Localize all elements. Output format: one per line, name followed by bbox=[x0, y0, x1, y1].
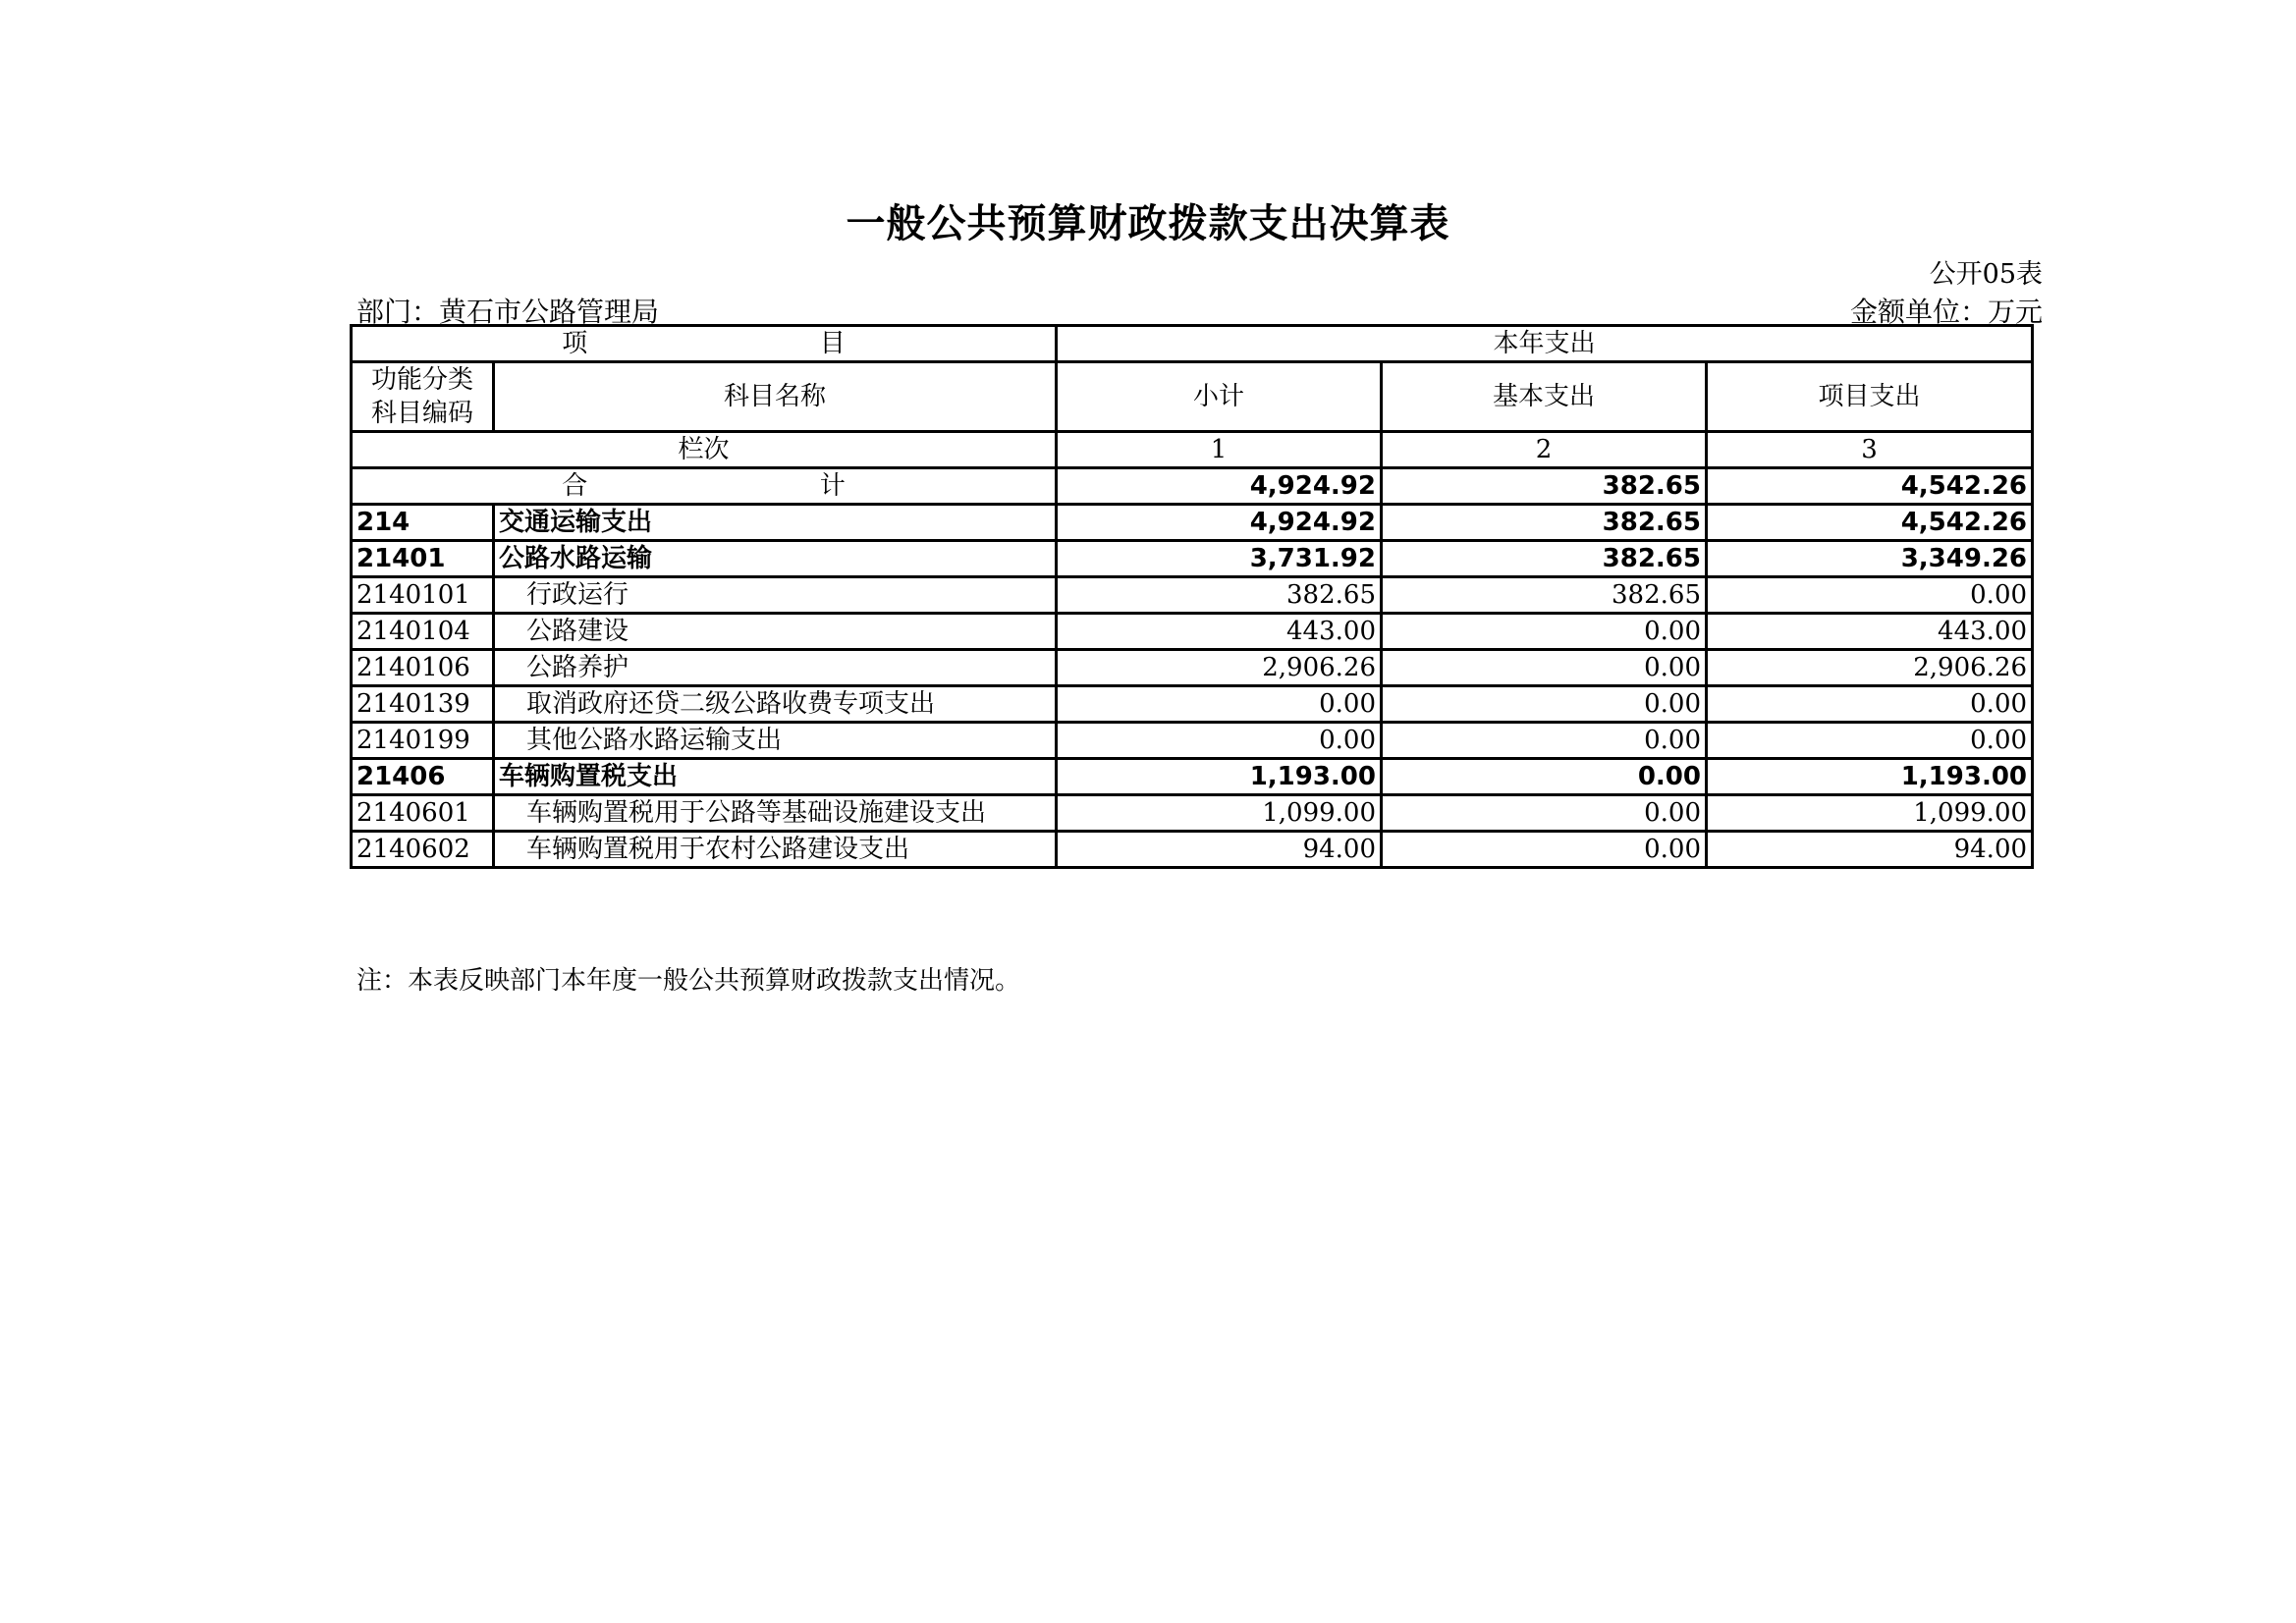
header-row-columns bbox=[352, 362, 2033, 432]
row-basic: 0.00 bbox=[1382, 795, 1707, 832]
row-subject-name: 公路水路运输 bbox=[494, 541, 1057, 577]
row-subtotal: 443.00 bbox=[1057, 614, 1382, 650]
row-subtotal: 1,193.00 bbox=[1057, 759, 1382, 795]
row-project: 0.00 bbox=[1707, 723, 2033, 759]
table-row bbox=[352, 795, 2033, 832]
table-row bbox=[352, 505, 2033, 541]
row-basic: 382.65 bbox=[1382, 541, 1707, 577]
row-subject-name: 车辆购置税用于公路等基础设施建设支出 bbox=[494, 795, 1057, 832]
row-project: 1,099.00 bbox=[1707, 795, 2033, 832]
row-code: 2140601 bbox=[352, 795, 494, 832]
row-code: 2140139 bbox=[352, 686, 494, 723]
row-subtotal: 382.65 bbox=[1057, 577, 1382, 614]
row-code: 21401 bbox=[352, 541, 494, 577]
row-basic: 0.00 bbox=[1382, 723, 1707, 759]
code-header-line2: 科目编码 bbox=[370, 399, 473, 428]
row-subtotal: 4,924.92 bbox=[1057, 505, 1382, 541]
unit-label: 金额单位：万元 bbox=[1849, 296, 2043, 328]
row-code: 2140101 bbox=[352, 577, 494, 614]
row-subject-name: 行政运行 bbox=[494, 577, 1057, 614]
column-index-1: 1 bbox=[1057, 432, 1382, 468]
column-index-3: 3 bbox=[1707, 432, 2033, 468]
row-subtotal: 2,906.26 bbox=[1057, 650, 1382, 686]
table-row bbox=[352, 650, 2033, 686]
table-row bbox=[352, 686, 2033, 723]
table-row bbox=[352, 614, 2033, 650]
total-label-right: 计 bbox=[819, 471, 846, 501]
row-code: 2140199 bbox=[352, 723, 494, 759]
row-project: 94.00 bbox=[1707, 832, 2033, 868]
row-project: 0.00 bbox=[1707, 577, 2033, 614]
row-project: 2,906.26 bbox=[1707, 650, 2033, 686]
row-subject-name: 车辆购置税支出 bbox=[494, 759, 1057, 795]
item-header-cell bbox=[352, 326, 1057, 362]
code-header-line1: 功能分类 bbox=[370, 365, 473, 395]
row-project: 3,349.26 bbox=[1707, 541, 2033, 577]
page-title: 一般公共预算财政拨款支出决算表 bbox=[846, 201, 1450, 246]
row-subtotal: 3,731.92 bbox=[1057, 541, 1382, 577]
total-subtotal: 4,924.92 bbox=[1057, 468, 1382, 505]
total-basic: 382.65 bbox=[1382, 468, 1707, 505]
basic-header: 基本支出 bbox=[1382, 362, 1707, 432]
row-code: 214 bbox=[352, 505, 494, 541]
subject-name-header: 科目名称 bbox=[494, 362, 1057, 432]
row-basic: 0.00 bbox=[1382, 614, 1707, 650]
row-project: 4,542.26 bbox=[1707, 505, 2033, 541]
row-basic: 0.00 bbox=[1382, 832, 1707, 868]
form-code: 公开05表 bbox=[1929, 259, 2043, 290]
row-subject-name: 其他公路水路运输支出 bbox=[494, 723, 1057, 759]
department-label: 部门：黄石市公路管理局 bbox=[356, 296, 660, 328]
row-subject-name: 交通运输支出 bbox=[494, 505, 1057, 541]
column-index-2: 2 bbox=[1382, 432, 1707, 468]
row-project: 1,193.00 bbox=[1707, 759, 2033, 795]
row-subtotal: 0.00 bbox=[1057, 723, 1382, 759]
column-index-row bbox=[352, 432, 2033, 468]
row-basic: 382.65 bbox=[1382, 577, 1707, 614]
table-row bbox=[352, 832, 2033, 868]
row-basic: 0.00 bbox=[1382, 759, 1707, 795]
table-row bbox=[352, 541, 2033, 577]
expenditure-table bbox=[350, 324, 2034, 869]
table-note: 注：本表反映部门本年度一般公共预算财政拨款支出情况。 bbox=[356, 966, 1021, 996]
column-index-label: 栏次 bbox=[352, 432, 1057, 468]
row-subject-name: 车辆购置税用于农村公路建设支出 bbox=[494, 832, 1057, 868]
code-header bbox=[352, 362, 494, 432]
row-subject-name: 取消政府还贷二级公路收费专项支出 bbox=[494, 686, 1057, 723]
row-basic: 382.65 bbox=[1382, 505, 1707, 541]
row-basic: 0.00 bbox=[1382, 686, 1707, 723]
row-basic: 0.00 bbox=[1382, 650, 1707, 686]
total-project: 4,542.26 bbox=[1707, 468, 2033, 505]
item-header-right: 目 bbox=[819, 329, 846, 358]
project-header: 项目支出 bbox=[1707, 362, 2033, 432]
total-row bbox=[352, 468, 2033, 505]
subtotal-header: 小计 bbox=[1057, 362, 1382, 432]
row-code: 2140106 bbox=[352, 650, 494, 686]
row-subject-name: 公路养护 bbox=[494, 650, 1057, 686]
table-row bbox=[352, 723, 2033, 759]
row-subtotal: 94.00 bbox=[1057, 832, 1382, 868]
total-label-left: 合 bbox=[562, 471, 588, 501]
row-subtotal: 1,099.00 bbox=[1057, 795, 1382, 832]
row-subtotal: 0.00 bbox=[1057, 686, 1382, 723]
header-row-item bbox=[352, 326, 2033, 362]
row-subject-name: 公路建设 bbox=[494, 614, 1057, 650]
total-label-cell bbox=[352, 468, 1057, 505]
table-row bbox=[352, 759, 2033, 795]
row-project: 443.00 bbox=[1707, 614, 2033, 650]
row-code: 2140602 bbox=[352, 832, 494, 868]
row-code: 2140104 bbox=[352, 614, 494, 650]
table-row bbox=[352, 577, 2033, 614]
current-year-header: 本年支出 bbox=[1057, 326, 2033, 362]
row-project: 0.00 bbox=[1707, 686, 2033, 723]
row-code: 21406 bbox=[352, 759, 494, 795]
item-header-left: 项 bbox=[562, 329, 588, 358]
